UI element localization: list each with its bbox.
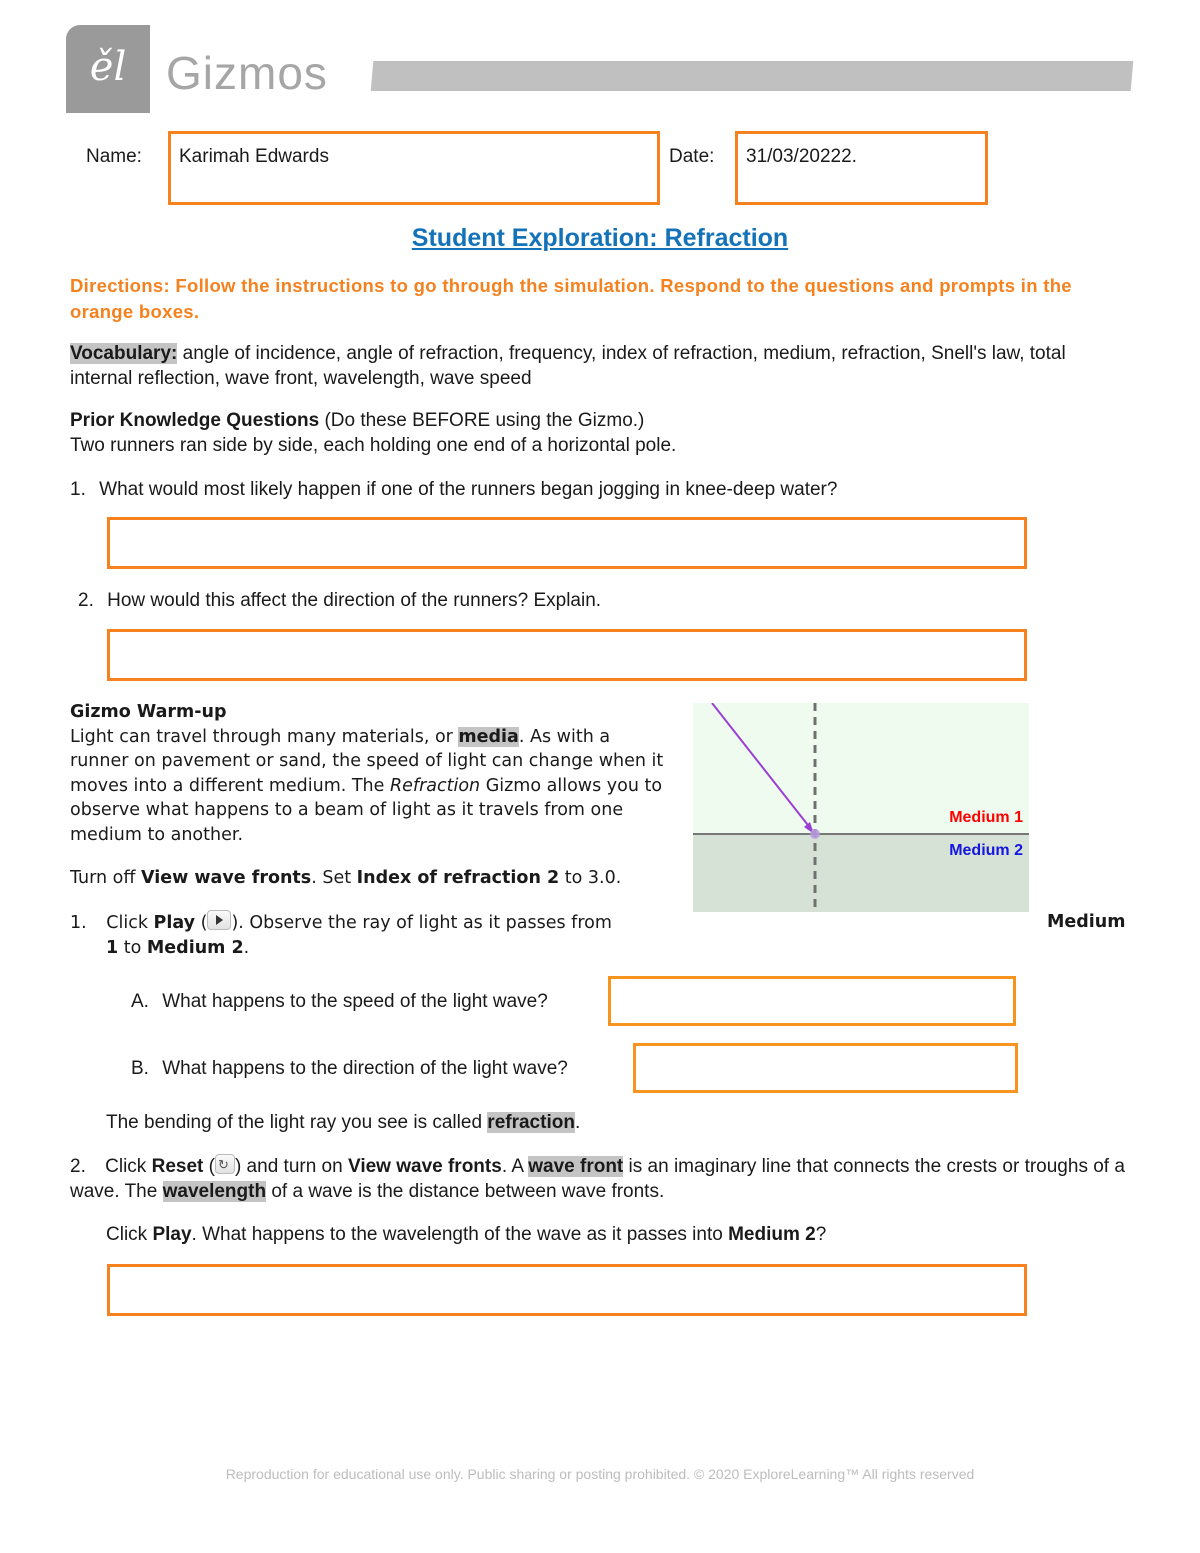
q-text: ? [815, 1224, 827, 1245]
date-field[interactable] [735, 131, 988, 205]
simulation-diagram [693, 703, 1029, 912]
q-text: Play [152, 1224, 192, 1245]
refraction-note [106, 1110, 580, 1135]
note-text: The bending of the light ray you see is called [106, 1112, 488, 1133]
date-label: Date: [669, 146, 715, 167]
prior-knowledge-intro: Two runners ran side by side, each holding one end of a horizontal pole. [70, 435, 677, 456]
warmup-text: to 3.0. [559, 868, 622, 888]
q-text: Medium 2 [728, 1224, 816, 1245]
warmup-text: Gizmo allows you to observe what happens to a beam of light as it travels from one medium to another. [70, 775, 663, 845]
sub-letter: B. [131, 1058, 149, 1079]
name-field[interactable] [168, 131, 660, 205]
header-bar [371, 61, 1134, 91]
term-media: media [458, 726, 519, 747]
prior-knowledge-heading: Prior Knowledge Questions [70, 410, 320, 431]
name-value: Karimah Edwards [179, 146, 329, 167]
question-text: What would most likely happen if one of the runners began jogging in knee-deep water? [99, 479, 838, 500]
setting-index-of-refraction-2: Index of refraction 2 [356, 868, 560, 888]
warmup-section [70, 700, 670, 891]
wavelength-question [106, 1222, 1136, 1247]
subquestion-b [131, 1056, 568, 1081]
reset-label: Reset [151, 1156, 204, 1177]
q-text: . A [501, 1156, 529, 1177]
q-text: is an imaginary line that connects the crests or troughs of a wave. The [70, 1156, 1125, 1202]
q-text: Medium 2 [146, 938, 244, 958]
question-text: How would this affect the direction of the runners? Explain. [107, 590, 602, 611]
answer-wavelength[interactable] [107, 1264, 1027, 1316]
warmup-question-2 [70, 1154, 1140, 1204]
medium-word: Medium [1047, 912, 1126, 932]
medium-1-label: Medium 1 [949, 809, 1023, 826]
q-text: ). Observe the ray of light as it passes from [231, 913, 612, 933]
refraction-simulation [693, 703, 1029, 912]
vocabulary-terms: angle of incidence, angle of refraction, frequency, index of refraction, medium, refraction, Snell's law, total internal reflection, wave front, wavelength, wave speed [70, 343, 1066, 389]
q-text: ) and turn on [234, 1156, 348, 1177]
term-wavelength: wavelength [162, 1181, 267, 1202]
question-number: 2. [78, 590, 94, 611]
q-text: Click [105, 1156, 152, 1177]
q-text: . What happens to the wavelength of the wave as it passes into [191, 1224, 729, 1245]
el-logo-icon: ěl [89, 44, 127, 90]
medium-2-label: Medium 2 [949, 842, 1023, 859]
term-wave-front: wave front [528, 1156, 624, 1177]
reset-icon: ↻ [215, 1154, 235, 1174]
answer-direction[interactable] [633, 1043, 1018, 1093]
gizmo-name: Refraction [389, 775, 481, 796]
warmup-text: Turn off [70, 868, 141, 888]
q-text: 1 [106, 938, 119, 958]
setting-view-wave-fronts: View wave fronts [141, 868, 312, 888]
q-text: Click [106, 1224, 153, 1245]
warmup-text: . Set [311, 868, 357, 888]
play-label: Play [153, 913, 196, 933]
vocabulary-label: Vocabulary: [70, 343, 178, 364]
term-refraction: refraction [487, 1112, 575, 1133]
note-text: . [574, 1112, 581, 1133]
q-text: ( [203, 1156, 215, 1177]
warmup-heading: Gizmo Warm-up [70, 702, 227, 722]
prior-knowledge-note: (Do these BEFORE using the Gizmo.) [324, 410, 645, 431]
question-number: 1. [70, 913, 87, 933]
vocabulary [70, 341, 1130, 391]
question-number: 1. [70, 479, 86, 500]
warmup-text: . As with a runner on pavement or sand, the speed of light can change when it moves into a different medium. The [70, 726, 664, 796]
footer-copyright: Reproduction for educational use only. Public sharing or posting prohibited. © 2020 ExploreLearning™ All rights reserved [225, 1466, 975, 1482]
q-text: Click [106, 913, 154, 933]
brand-name: Gizmos [166, 47, 328, 99]
directions: Directions: Follow the instructions to go through the simulation. Respond to the questions and prompts in the orange boxes. [70, 275, 1072, 322]
page-title: Student Exploration: Refraction [411, 224, 789, 252]
prior-question-2 [78, 588, 601, 613]
sub-text: What happens to the speed of the light wave? [162, 991, 548, 1012]
sub-letter: A. [131, 991, 149, 1012]
answer-speed[interactable] [608, 976, 1016, 1026]
sub-text: What happens to the direction of the light wave? [162, 1058, 568, 1079]
name-label: Name: [86, 146, 142, 167]
warmup-text: Light can travel through many materials, or [70, 726, 459, 747]
subquestion-a [131, 989, 548, 1014]
q-text: to [118, 938, 147, 958]
question-number: 2. [70, 1156, 86, 1177]
q-text: of a wave is the distance between wave fronts. [266, 1181, 665, 1202]
prior-answer-2[interactable] [107, 629, 1027, 681]
warmup-question-1 [70, 910, 1140, 961]
play-icon [207, 910, 231, 930]
prior-answer-1[interactable] [107, 517, 1027, 569]
prior-knowledge [70, 408, 1130, 458]
q-text: ( [195, 913, 208, 933]
date-value: 31/03/20222. [746, 146, 857, 167]
prior-question-1 [70, 477, 837, 502]
q-text: . [243, 938, 250, 958]
q-text: View wave fronts [347, 1156, 502, 1177]
